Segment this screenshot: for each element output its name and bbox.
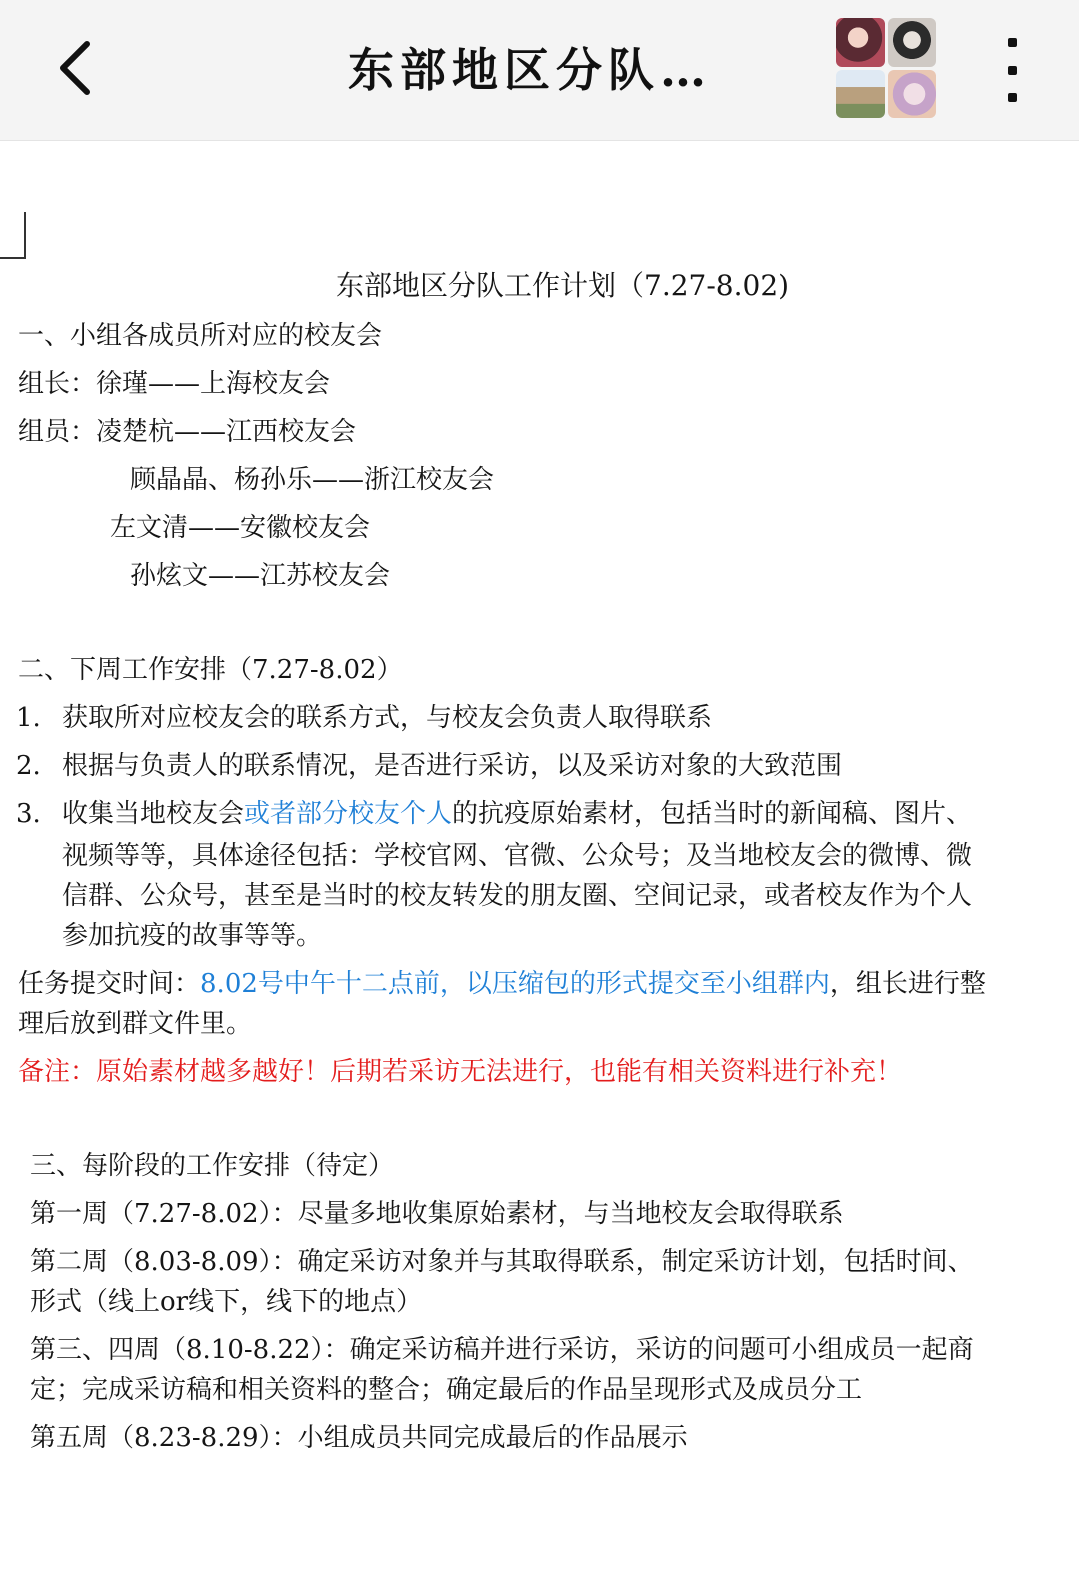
week-line: 第五周（8.23-8.29）：小组成员共同完成最后的作品展示 xyxy=(30,1423,688,1453)
page-corner-mark xyxy=(0,212,26,259)
week-line-continuation: 形式（线上or线下，线下的地点） xyxy=(30,1287,423,1317)
section-1-heading: 一、小组各成员所对应的校友会 xyxy=(18,321,383,351)
list-item: 1. 获取所对应校友会的联系方式，与校友会负责人取得联系 xyxy=(16,703,713,733)
week-line: 第一周（7.27-8.02）：尽量多地收集原始素材，与当地校友会取得联系 xyxy=(30,1199,844,1229)
document-title: 东部地区分队工作计划（7.27-8.02) xyxy=(336,269,790,302)
list-item-continuation: 信群、公众号，甚至是当时的校友转发的朋友圈、空间记录，或者校友作为个人 xyxy=(62,881,973,911)
member-line: 顾晶晶、杨孙乐——浙江校友会 xyxy=(130,465,495,495)
member-line: 组员：凌楚杭——江西校友会 xyxy=(18,417,357,447)
list-item-continuation: 参加抗疫的故事等等。 xyxy=(62,921,323,951)
group-avatar[interactable] xyxy=(836,18,936,118)
document-view[interactable] xyxy=(0,140,1079,1572)
section-2-heading: 二、下周工作安排（7.27-8.02） xyxy=(18,655,403,685)
list-item-continuation: 视频等等，具体途径包括：学校官网、官微、公众号；及当地校友会的微博、微 xyxy=(62,841,973,871)
list-item: 2. 根据与负责人的联系情况，是否进行采访，以及采访对象的大致范围 xyxy=(16,751,843,781)
highlight-text: 或者部分校友个人 xyxy=(244,799,453,829)
week-line-continuation: 定；完成采访稿和相关资料的整合；确定最后的作品呈现形式及成员分工 xyxy=(30,1375,863,1405)
member-avatar xyxy=(836,18,885,67)
member-avatar xyxy=(836,70,885,119)
week-line: 第二周（8.03-8.09）：确定采访对象并与其取得联系，制定采访计划，包括时间、 xyxy=(30,1247,974,1277)
member-line: 左文清——安徽校友会 xyxy=(110,513,371,543)
leader-line: 组长：徐瑾——上海校友会 xyxy=(18,369,331,399)
deadline-line: 任务提交时间：8.02号中午十二点前，以压缩包的形式提交至小组群内，组长进行整 xyxy=(18,969,986,999)
section-3-heading: 三、每阶段的工作安排（待定） xyxy=(30,1151,395,1181)
note-line: 备注：原始素材越多越好！后期若采访无法进行，也能有相关资料进行补充！ xyxy=(18,1057,903,1087)
top-bar xyxy=(0,0,1079,141)
more-vertical-icon xyxy=(1008,38,1017,47)
deadline-continuation: 理后放到群文件里。 xyxy=(18,1009,253,1039)
member-avatar xyxy=(888,70,937,119)
member-avatar xyxy=(888,18,937,67)
week-line: 第三、四周（8.10-8.22）：确定采访稿并进行采访，采访的问题可小组成员一起商 xyxy=(30,1335,974,1365)
chat-title: 东部地区分队… xyxy=(348,43,712,97)
member-line: 孙炫文——江苏校友会 xyxy=(130,561,391,591)
chevron-left-icon xyxy=(55,38,95,98)
deadline-value: 8.02号中午十二点前，以压缩包的形式提交至小组群内 xyxy=(200,969,830,999)
more-menu-button[interactable] xyxy=(990,38,1034,102)
back-button[interactable] xyxy=(40,32,110,104)
list-item: 3. 收集当地校友会或者部分校友个人的抗疫原始素材，包括当时的新闻稿、图片、 xyxy=(16,799,973,829)
